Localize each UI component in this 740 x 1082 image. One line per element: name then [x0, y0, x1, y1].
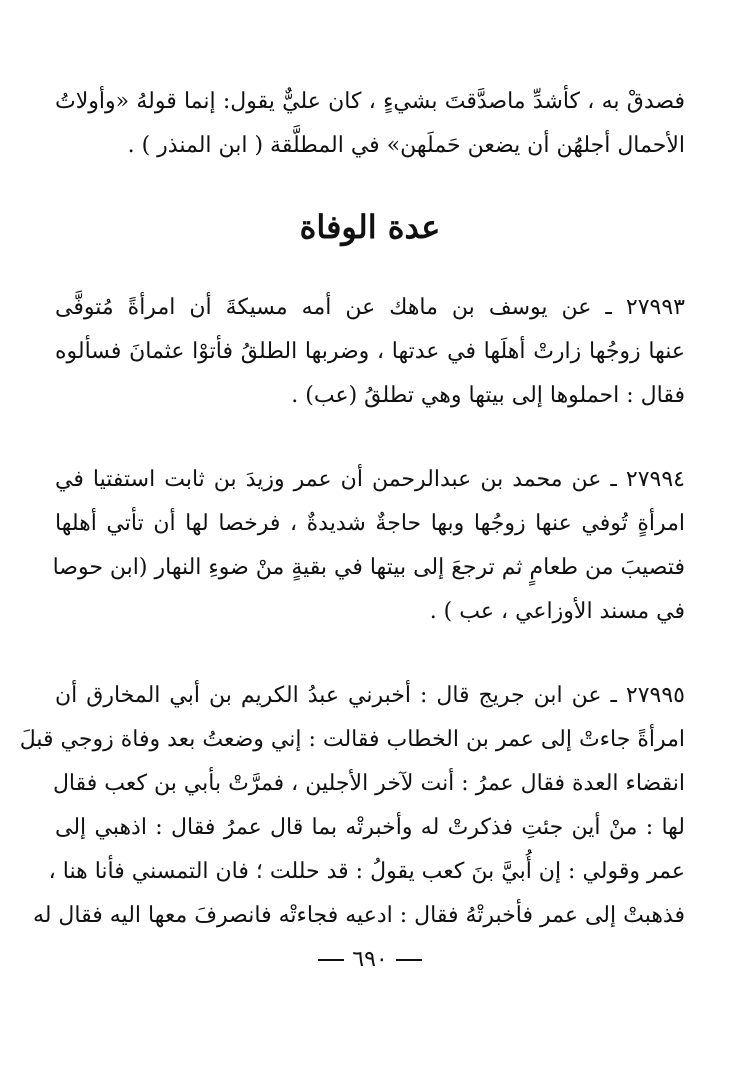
page-number: ٦٩٠ — [352, 947, 388, 972]
intro-paragraph — [55, 80, 685, 168]
text-line: لها : منْ أين جئتِ فذكرتْ له وأخبرتْه بما قال عمرُ فقال : اذهبي إلى — [55, 815, 685, 840]
dash-left — [396, 959, 422, 961]
hadith-27994 — [52, 458, 685, 634]
text-line: ٢٧٩٩٣ ـ عن يوسف بن ماهك عن أمه مسيكةَ أن امرأةً مُتوفَّى — [55, 295, 685, 320]
text-line: الأحمال أجلهُن أن يضعن حَملَهن» في المطلَّقة ( ابن المنذر ) . — [127, 133, 685, 158]
text-line: ٢٧٩٩٥ ـ عن ابن جريج قال : أخبرني عبدُ الكريم بن أبي المخارق أن — [55, 683, 685, 708]
text-line: امرأةً جاءتْ إلى عمر بن الخطاب فقالت : إني وضعتُ بعد وفاة زوجي قبلَ — [19, 727, 685, 752]
text-line: ٢٧٩٩٤ ـ عن محمد بن عبدالرحمن أن عمر وزيدَ بن ثابت استفتيا في — [55, 467, 685, 492]
page-footer — [0, 940, 740, 980]
text-line: عمر وقولي : إن أُبيَّ بنَ كعب يقولُ : قد حللت ؛ فان التمسني فأنا هنا ، — [48, 859, 685, 884]
section-heading: عدة الوفاة — [299, 208, 441, 246]
text-line: انقضاء العدة فقال عمرُ : أنت لآخر الأجلين ، فمرَّتْ بأبي بن كعب فقال — [52, 771, 685, 796]
text-line: فتصيبَ من طعامٍ ثم ترجعَ إلى بيتها في بقيةٍ منْ ضوءِ النهار (ابن حوصا — [52, 555, 685, 580]
text-line: امرأةٍ تُوفي عنها زوجُها وبها حاجةٌ شديدةٌ ، فرخصا لها أن تأتي أهلها — [55, 511, 685, 536]
text-line: فقال : احملوها إلى بيتها وهي تطلقُ (عب) . — [291, 383, 685, 408]
dash-right — [318, 959, 344, 961]
hadith-27993 — [55, 286, 685, 418]
text-line: عنها زوجُها زارتْ أهلَها في عدتها ، وضربها الطلقُ فأتوْا عثمانَ فسألوه — [55, 339, 685, 364]
text-line: في مسند الأوزاعي ، عب ) . — [429, 599, 685, 624]
text-line: فذهبتْ إلى عمر فأخبرتْهُ فقال : ادعيه فجاءتْه فانصرفَ معها اليه فقال له — [32, 903, 685, 928]
hadith-27995 — [19, 674, 685, 938]
book-page — [19, 80, 685, 1042]
text-line: فصدقْ به ، كأشدِّ ماصدَّقتَ بشيءٍ ، كان عليٌّ يقول: إنما قولهُ «وأولاتُ — [55, 89, 685, 114]
